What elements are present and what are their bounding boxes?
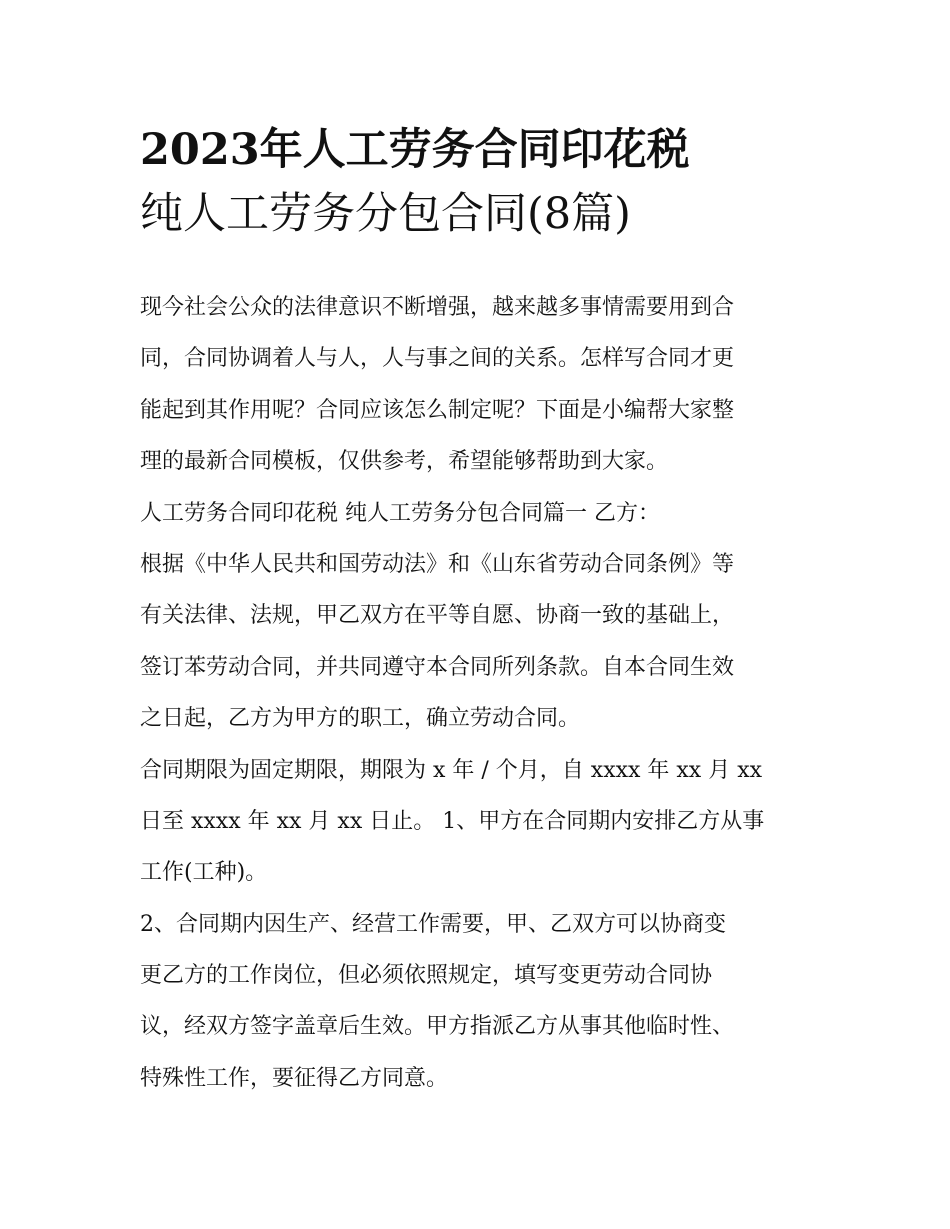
body-line: 2、合同期内因生产、经营工作需要，甲、乙双方可以协商变 bbox=[140, 911, 726, 937]
body-line: 议，经双方签字盖章后生效。甲方指派乙方从事其他临时性、 bbox=[140, 1014, 735, 1040]
body-line: 现今社会公众的法律意识不断增强，越来越多事情需要用到合 bbox=[140, 295, 735, 320]
body-line: 合同期限为固定期限，期限为 x 年 / 个月，自 xxxx 年 xx 月 xx bbox=[140, 757, 763, 783]
body-line: 特殊性工作，要征得乙方同意。 bbox=[140, 1065, 449, 1091]
body-line: 能起到其作用呢？合同应该怎么制定呢？下面是小编帮大家整 bbox=[140, 397, 735, 423]
body-line: 根据《中华人民共和国劳动法》和《山东省劳动合同条例》等 bbox=[140, 551, 735, 577]
body-line: 之日起，乙方为甲方的职工，确立劳动合同。 bbox=[140, 706, 581, 732]
document-title bbox=[140, 118, 840, 246]
title-line-2: 纯人工劳务分包合同(8篇) bbox=[140, 189, 631, 239]
body-line: 签订苯劳动合同，并共同遵守本合同所列条款。自本合同生效 bbox=[140, 654, 735, 680]
document-body bbox=[140, 282, 820, 1104]
title-line-1-text: 2023年人工劳务合同印花税 bbox=[140, 125, 690, 175]
title-line-1 bbox=[140, 118, 840, 182]
body-line: 更乙方的工作岗位，但必须依照规定，填写变更劳动合同协 bbox=[140, 963, 713, 989]
body-line: 人工劳务合同印花税 纯人工劳务分包合同篇一 乙方： bbox=[140, 500, 660, 526]
body-line: 同，合同协调着人与人，人与事之间的关系。怎样写合同才更 bbox=[140, 346, 735, 372]
body-line: 工作(工种)。 bbox=[140, 860, 268, 886]
body-line: 理的最新合同模板，仅供参考，希望能够帮助到大家。 bbox=[140, 449, 669, 475]
body-line: 日至 xxxx 年 xx 月 xx 日止。 1、甲方在合同期内安排乙方从事 bbox=[140, 808, 765, 834]
body-line: 有关法律、法规，甲乙双方在平等自愿、协商一致的基础上， bbox=[140, 603, 735, 629]
